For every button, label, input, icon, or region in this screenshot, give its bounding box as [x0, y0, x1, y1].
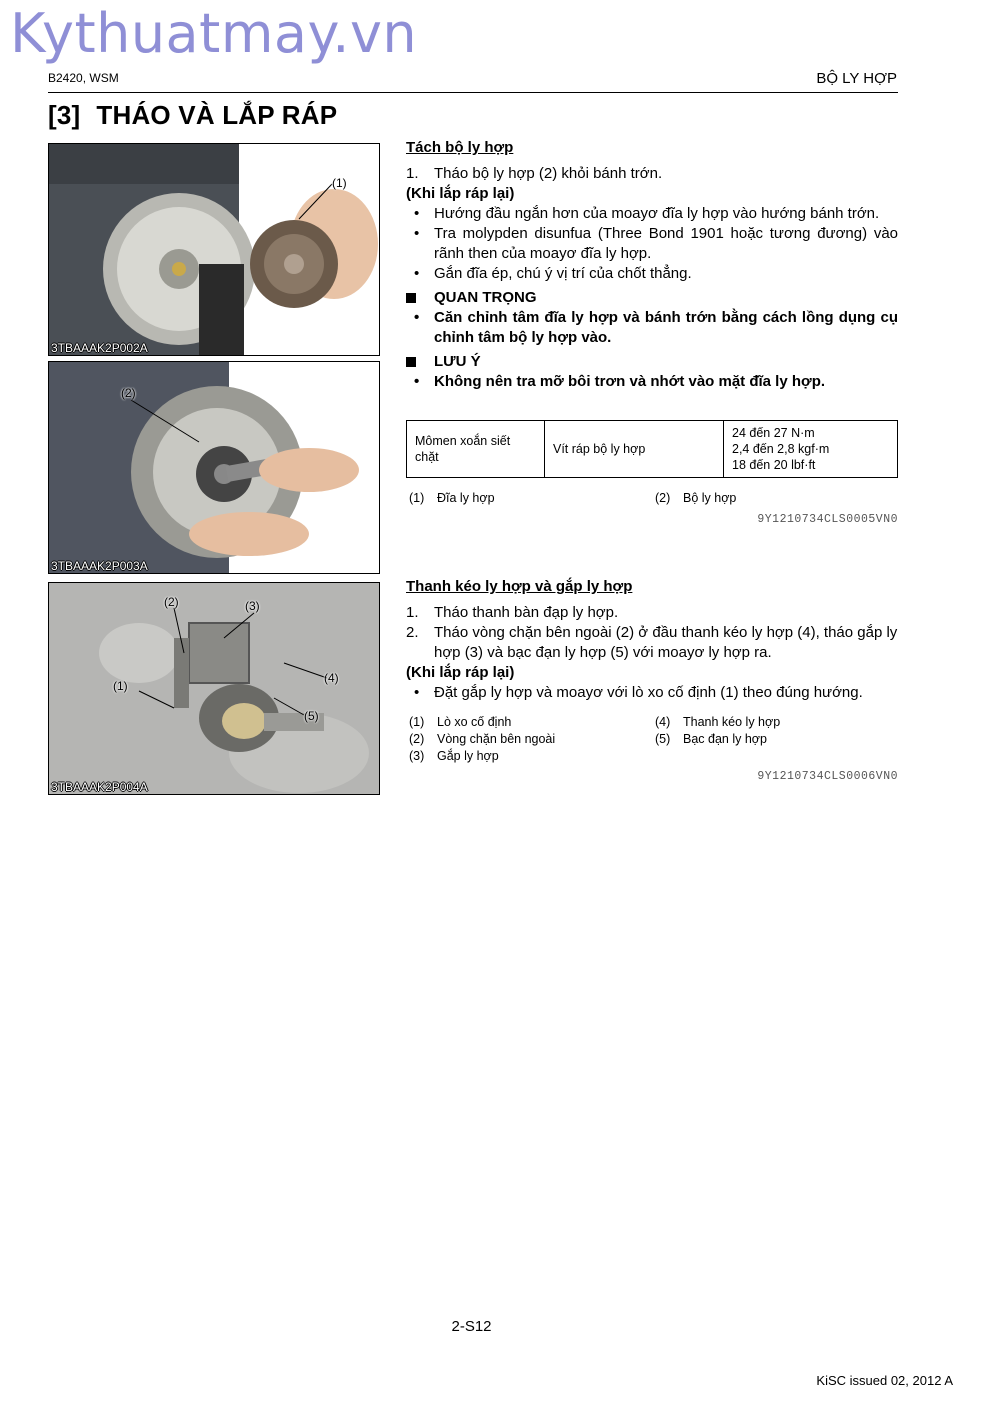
step-number: 2.: [406, 624, 419, 641]
reassembly-label: (Khi lắp ráp lại): [406, 664, 515, 681]
square-icon: [406, 293, 416, 303]
header-model: B2420, WSM: [48, 71, 119, 85]
bullet-item: • Đặt gắp ly hợp và moayơ với lò xo cố định (1) theo đúng hướng.: [414, 684, 863, 701]
photo-clutch-removal: [48, 143, 380, 356]
legend-item: (3) Gắp ly hợp: [409, 749, 499, 763]
step-item: [406, 623, 898, 663]
important-bullet: • Căn chỉnh tâm đĩa ly hợp và bánh trớn bằng cách lồng dụng cụ chỉnh tâm bộ ly hợp vào.: [414, 309, 898, 346]
photo-code: 3TBAAAK2P002A: [51, 341, 148, 355]
torque-table: [406, 420, 898, 478]
bullet-text: Gắn đĩa ép, chú ý vị trí của chốt thẳng.: [434, 265, 692, 282]
bullet-item: • Gắn đĩa ép, chú ý vị trí của chốt thẳng.: [414, 265, 692, 282]
torque-values: [724, 421, 898, 478]
page-number: 2-S12: [451, 1318, 492, 1335]
reference-code: 9Y1210734CLS0005VN0: [757, 513, 898, 526]
bullet-item: • Tra molypden disunfua (Three Bond 1901 hoặc tương đương) vào rãnh then của moayơ đĩa ly hợp.: [414, 225, 898, 262]
photo-clutch-assembly: [48, 361, 380, 574]
legend-item: (2) Bộ ly hợp: [655, 491, 737, 505]
photo-2-illustration: [49, 362, 379, 573]
legend-item: (5) Bạc đạn ly hợp: [655, 732, 767, 746]
step-text: Tháo vòng chặn bên ngoài (2) ở đầu thanh kéo ly hợp (4), tháo gắp ly hợp (3) và bạc đạn ly hợp (5) với moayơ ly hợp ra.: [434, 624, 898, 661]
important-heading: [406, 288, 898, 308]
block-title: Tách bộ ly hợp: [406, 139, 514, 156]
bullet-item: • Hướng đầu ngắn hơn của moayơ đĩa ly hợp vào hướng bánh trớn.: [414, 205, 880, 222]
torque-value-kgfm: 2,4 đến 2,8 kgf·m: [732, 442, 830, 456]
legend-item: (2) Vòng chặn bên ngoài: [409, 732, 556, 746]
note-bullet: • Không nên tra mỡ bôi trơn và nhớt vào mặt đĩa ly hợp.: [414, 373, 826, 390]
step-text: Tháo bộ ly hợp (2) khỏi bánh trớn.: [434, 165, 663, 182]
callout-1: (1): [332, 176, 347, 190]
issue-info: KiSC issued 02, 2012 A: [816, 1373, 953, 1388]
callout-2: (2): [121, 386, 136, 400]
legend-block1: [409, 490, 898, 510]
legend-block2: [409, 714, 898, 768]
torque-label: Mômen xoắn siết chặt: [407, 421, 545, 478]
block-title: Thanh kéo ly hợp và gắp ly hợp: [406, 578, 633, 595]
torque-item: Vít ráp bộ ly hợp: [545, 421, 724, 478]
callout-4: (4): [324, 671, 339, 685]
block-release-fork: [406, 577, 898, 703]
callout-2: (2): [164, 595, 179, 609]
reassembly-label: (Khi lắp ráp lại): [406, 185, 515, 202]
step-number: 1.: [406, 604, 419, 621]
torque-value-lbfft: 18 đến 20 lbf·ft: [732, 458, 816, 472]
section-title: [48, 100, 337, 131]
block-clutch-separation: [406, 138, 898, 392]
note-label: LƯU Ý: [434, 353, 481, 370]
callout-3: (3): [245, 599, 260, 613]
bullet-text: Tra molypden disunfua (Three Bond 1901 hoặc tương đương) vào rãnh then của moayơ đĩa ly hợp.: [434, 225, 898, 262]
section-number: [3]: [48, 100, 81, 130]
torque-table-wrap: [406, 420, 898, 478]
photo-code: 3TBAAAK2P004A: [51, 780, 148, 794]
note-heading: [406, 352, 898, 372]
callout-1: (1): [113, 679, 128, 693]
section-title-text: THÁO VÀ LẮP RÁP: [96, 100, 338, 130]
step-number: 1.: [406, 165, 419, 182]
photo-code: 3TBAAAK2P003A: [51, 559, 148, 573]
photo-3-illustration: [49, 583, 379, 794]
photo-1-illustration: [49, 144, 379, 355]
step-item: [406, 164, 898, 184]
reference-code: 9Y1210734CLS0006VN0: [757, 770, 898, 783]
bullet-text: Hướng đầu ngắn hơn của moayơ đĩa ly hợp vào hướng bánh trớn.: [434, 205, 880, 222]
square-icon: [406, 357, 416, 367]
callout-5: (5): [304, 709, 319, 723]
bullet-text: Đặt gắp ly hợp và moayơ với lò xo cố định (1) theo đúng hướng.: [434, 684, 863, 701]
legend-item: (4) Thanh kéo ly hợp: [655, 715, 781, 729]
legend-item: (1) Đĩa ly hợp: [409, 491, 495, 505]
photo-release-fork: [48, 582, 380, 795]
bullet-text: Căn chỉnh tâm đĩa ly hợp và bánh trớn bằng cách lồng dụng cụ chỉnh tâm bộ ly hợp vào.: [434, 309, 898, 346]
watermark-logo: Kythuatmay.vn: [10, 2, 418, 65]
bullet-text: Không nên tra mỡ bôi trơn và nhớt vào mặt đĩa ly hợp.: [434, 373, 826, 390]
legend-item: (1) Lò xo cố định: [409, 715, 512, 729]
torque-value-nm: 24 đến 27 N·m: [732, 426, 815, 440]
step-text: Tháo thanh bàn đạp ly hợp.: [434, 604, 619, 621]
header-rule: [48, 92, 898, 93]
header-chapter: BỘ LY HỢP: [816, 70, 897, 87]
important-label: QUAN TRỌNG: [434, 289, 537, 306]
step-item: [406, 603, 898, 623]
